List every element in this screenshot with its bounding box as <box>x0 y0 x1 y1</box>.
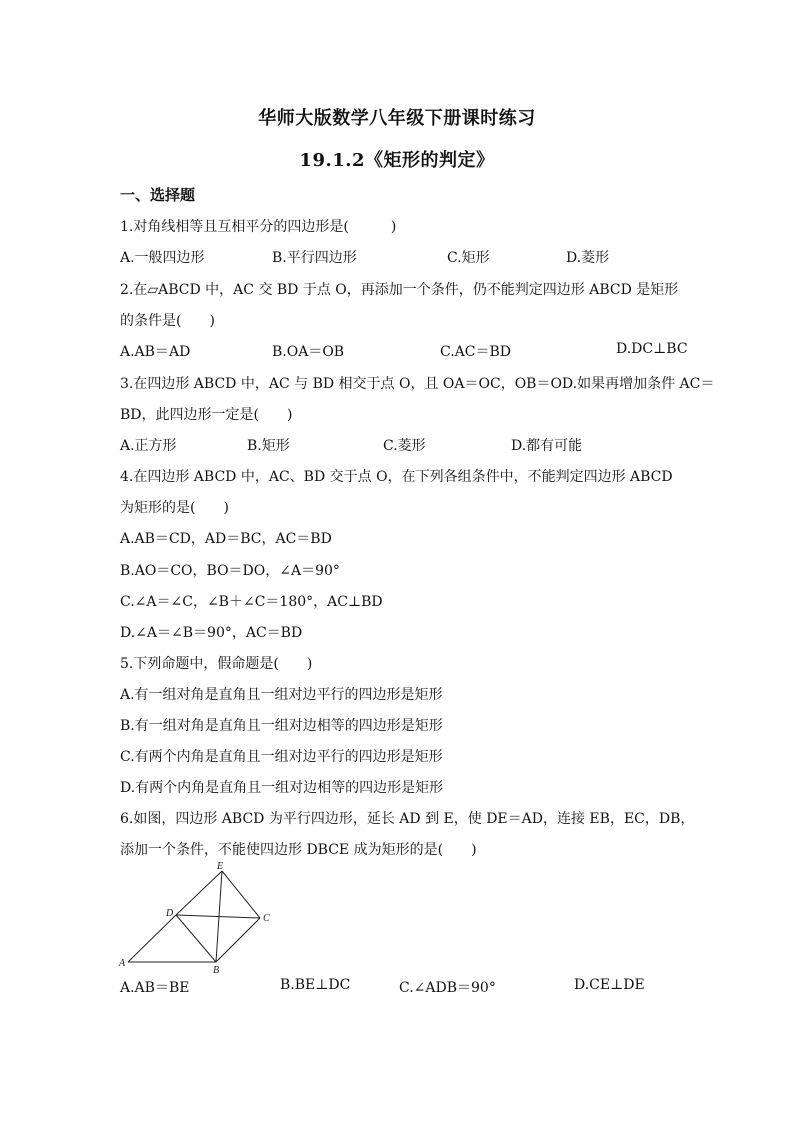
question-4-stem-line2: 为矩形的是( ) <box>120 500 229 516</box>
q6-option-b: B.BE⊥DC <box>280 977 351 993</box>
geometry-figure <box>110 858 280 974</box>
q2-option-a: A.AB＝AD <box>120 344 191 360</box>
question-5-stem: 5.下列命题中，假命题是( ) <box>120 656 313 672</box>
q4-option-a: A.AB＝CD，AD＝BC，AC＝BD <box>120 531 332 547</box>
label-b: B <box>213 965 220 974</box>
page-title: 华师大版数学八年级下册课时练习 <box>258 108 536 129</box>
question-3-stem-line2: BD，此四边形一定是( ) <box>120 407 293 423</box>
q5-option-c: C.有两个内角是直角且一组对边平行的四边形是矩形 <box>120 749 443 765</box>
q3-option-b: B.矩形 <box>247 438 290 454</box>
q1-option-a: A.一般四边形 <box>120 250 205 266</box>
q1-option-d: D.菱形 <box>566 250 610 266</box>
segment-ad <box>128 915 176 962</box>
segment-ec <box>222 871 260 918</box>
segment-dc <box>176 915 260 918</box>
q2-option-c: C.AC＝BD <box>440 344 511 360</box>
q1-option-c: C.矩形 <box>447 250 490 266</box>
q2-option-b: B.OA＝OB <box>272 344 345 360</box>
question-6-stem-line1: 6.如图，四边形 ABCD 为平行四边形，延长 AD 到 E，使 DE＝AD，连接 EB，EC，DB， <box>120 811 695 827</box>
q6-option-d: D.CE⊥DE <box>574 977 645 993</box>
label-a: A <box>119 958 126 969</box>
q6-option-c: C.∠ADB＝90° <box>399 980 496 996</box>
question-6-stem-line2: 添加一个条件，不能使四边形 DBCE 成为矩形的是( ) <box>120 842 477 858</box>
q4-option-d: D.∠A＝∠B＝90°，AC＝BD <box>120 625 303 641</box>
segment-db <box>176 915 216 962</box>
q3-option-c: C.菱形 <box>383 438 426 454</box>
segment-bc <box>216 918 260 962</box>
segment-de <box>176 871 222 915</box>
q3-option-a: A.正方形 <box>120 438 177 454</box>
q5-option-d: D.有两个内角是直角且一组对边相等的四边形是矩形 <box>120 780 444 796</box>
label-e: E <box>217 861 224 872</box>
question-1-stem: 1.对角线相等且互相平分的四边形是( ) <box>120 219 397 235</box>
q6-option-a: A.AB＝BE <box>120 980 190 996</box>
question-2-stem-line1: 2.在▱ABCD 中，AC 交 BD 于点 O，再添加一个条件，仍不能判定四边形 ABCD 是矩形 <box>120 282 679 298</box>
q4-option-c: C.∠A＝∠C，∠B＋∠C＝180°，AC⊥BD <box>120 594 383 610</box>
q1-option-b: B.平行四边形 <box>272 250 357 266</box>
label-d: D <box>166 908 174 919</box>
q2-option-d: D.DC⊥BC <box>616 341 688 357</box>
question-2-stem-line2: 的条件是( ) <box>120 313 215 329</box>
question-4-stem-line1: 4.在四边形 ABCD 中，AC、BD 交于点 O，在下列各组条件中，不能判定四边形 ABCD <box>120 469 673 485</box>
question-3-stem-line1: 3.在四边形 ABCD 中，AC 与 BD 相交于点 O，且 OA＝OC，OB＝OD.如果再增加条件 AC＝ <box>120 376 715 392</box>
label-c: C <box>263 913 270 924</box>
q3-option-d: D.都有可能 <box>511 438 583 454</box>
q5-option-a: A.有一组对角是直角且一组对边平行的四边形是矩形 <box>120 687 443 703</box>
section-heading: 一、选择题 <box>120 186 196 204</box>
q5-option-b: B.有一组对角是直角且一组对边相等的四边形是矩形 <box>120 718 443 734</box>
q4-option-b: B.AO＝CO，BO＝DO，∠A＝90° <box>120 563 340 579</box>
page-subtitle: 19.1.2《矩形的判定》 <box>299 150 495 171</box>
